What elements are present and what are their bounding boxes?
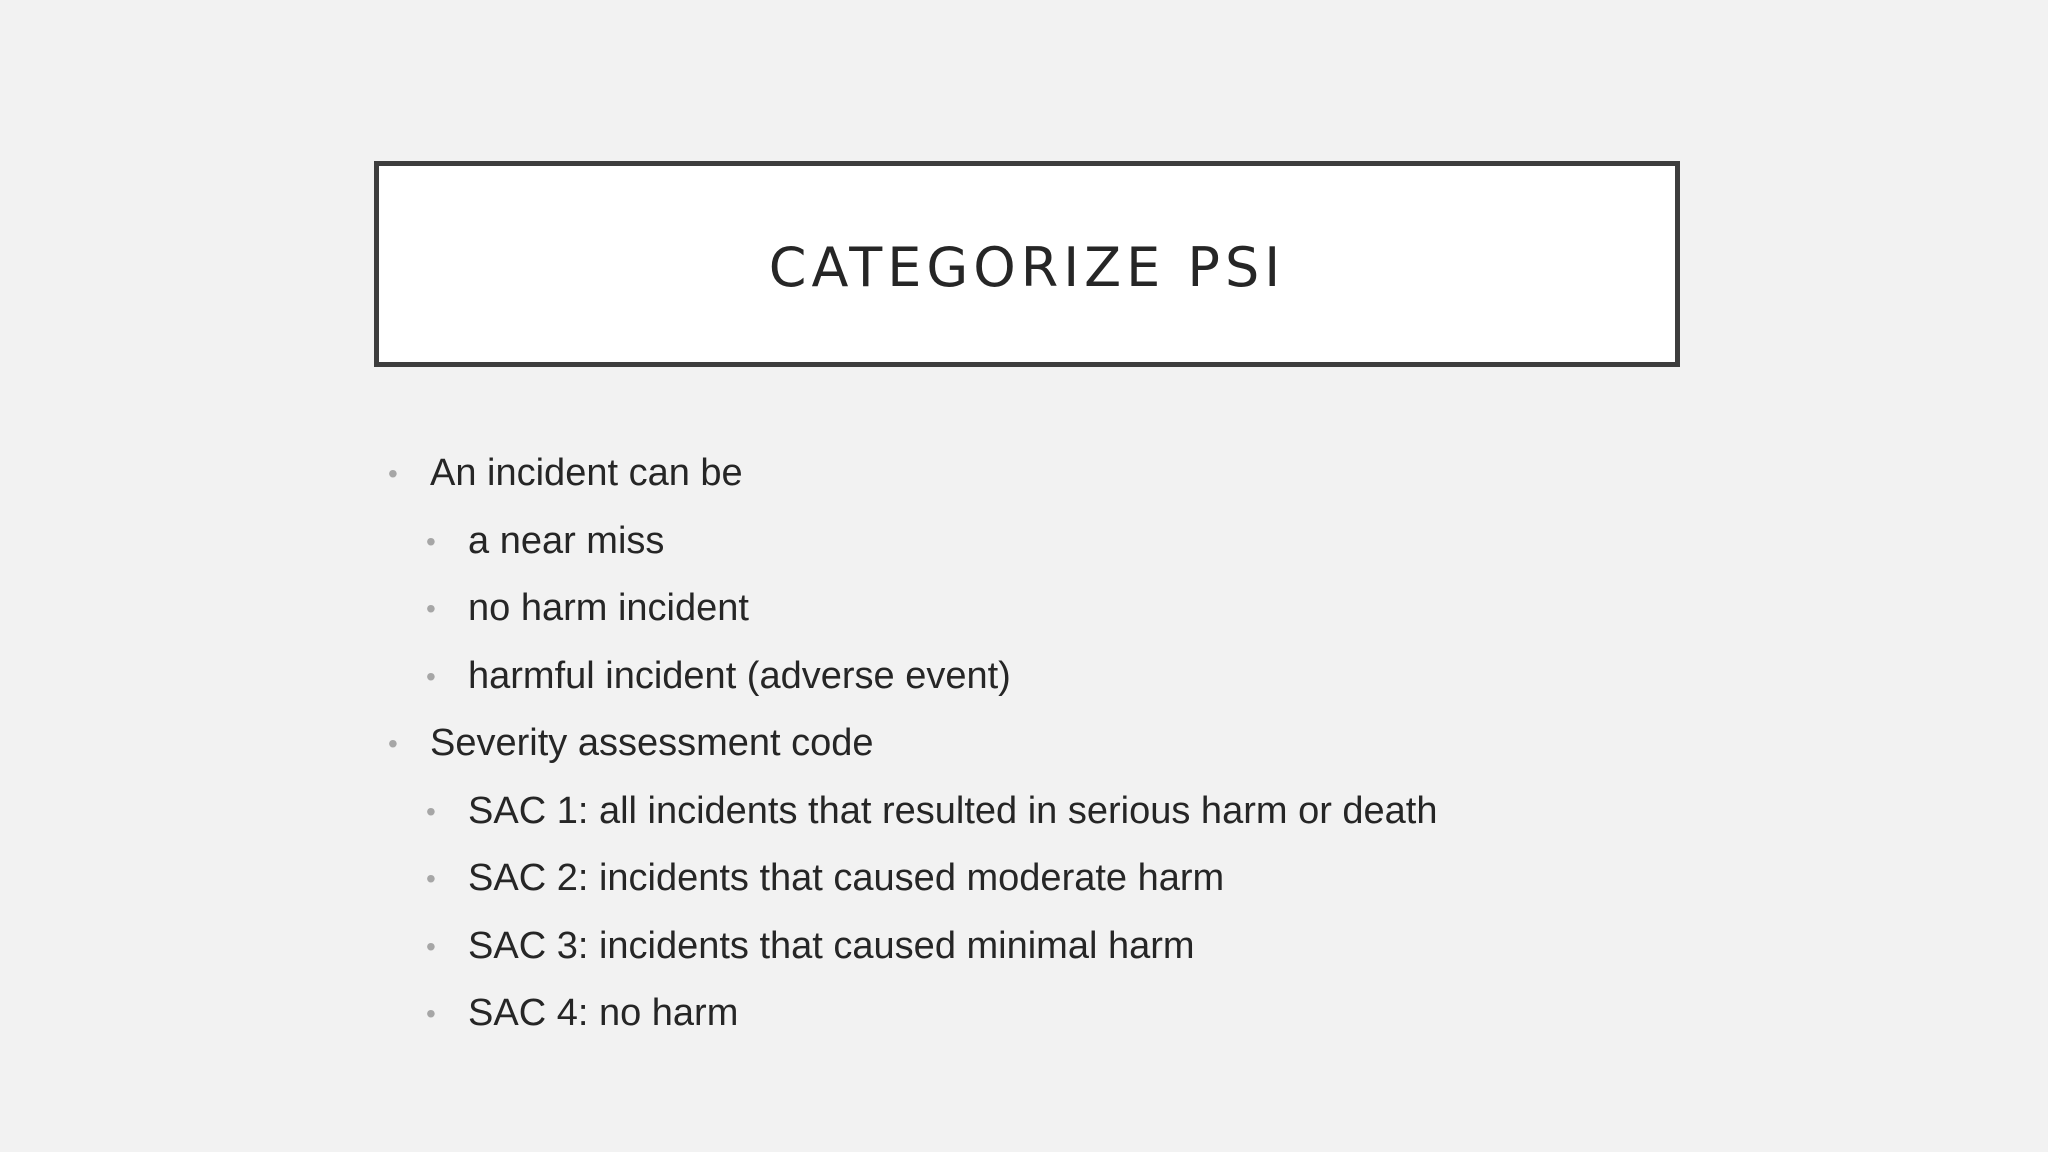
list-item-text: SAC 2: incidents that caused moderate harm [468, 857, 1225, 899]
list-item-text: An incident can be [430, 452, 743, 494]
list-item-text: a near miss [468, 519, 665, 562]
bullet-icon: • [426, 660, 436, 692]
bullet-icon: • [426, 930, 436, 962]
list-item-text: no harm incident [468, 587, 749, 629]
bullet-icon: • [426, 998, 436, 1029]
list-item-text: SAC 3: incidents that caused minimal harm [468, 924, 1195, 967]
bullet-icon: • [388, 458, 398, 489]
bullet-icon: • [426, 525, 436, 557]
list-item [388, 778, 1688, 846]
title-box [374, 161, 1680, 367]
list-item [388, 575, 1688, 643]
bullet-list [388, 440, 1688, 1048]
list-item-text: Severity assessment code [430, 722, 874, 764]
list-item [388, 643, 1688, 711]
list-item [388, 508, 1688, 576]
list-item [388, 710, 1688, 778]
list-item-text: harmful incident (adverse event) [468, 654, 1011, 697]
list-item [388, 440, 1688, 508]
bullet-icon: • [426, 863, 436, 894]
list-item-text: SAC 1: all incidents that resulted in serious harm or death [468, 789, 1438, 832]
bullet-icon: • [426, 795, 436, 827]
list-item-text: SAC 4: no harm [468, 992, 739, 1034]
slide-title: CATEGORIZE PSI [768, 235, 1286, 299]
bullet-icon: • [426, 593, 436, 624]
list-item [388, 845, 1688, 913]
list-item [388, 980, 1688, 1048]
bullet-icon: • [388, 728, 398, 759]
list-item [388, 913, 1688, 981]
